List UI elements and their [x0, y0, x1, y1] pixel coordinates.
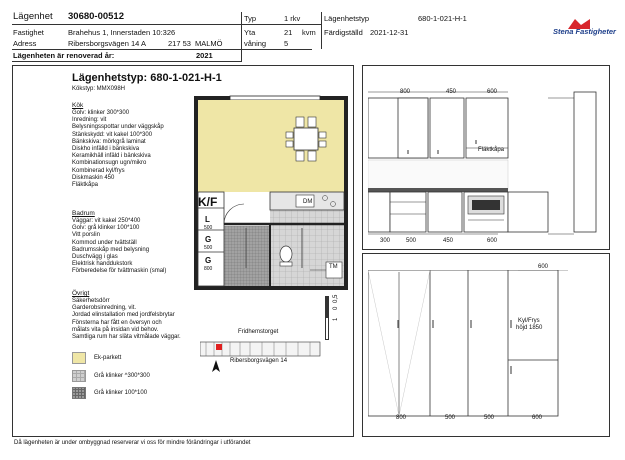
- elevation-bottom: [368, 270, 608, 425]
- elev2-width: 500: [445, 415, 456, 421]
- kok-heading: Kök: [72, 102, 84, 109]
- plan-title: Lägenhetstyp: 680-1-021-H-1: [72, 72, 222, 84]
- elev-bottom-width: 600: [487, 238, 498, 244]
- kok-line: Diskho infälld i bänkskiva: [72, 146, 140, 153]
- elev-bottom-width: 500: [406, 238, 417, 244]
- fardigstalld-label: Färdigställd: [324, 28, 363, 37]
- fridge-label: Kyl/Frys: [518, 318, 540, 324]
- yta-unit: kvm: [302, 28, 316, 37]
- kok-line: Inredning: vit: [72, 117, 107, 124]
- kok-line: Keramikhäll infäld i bänkskiva: [72, 153, 151, 160]
- cabinet-letter: L: [205, 215, 210, 224]
- adress-label: Adress: [13, 39, 37, 48]
- ort-value: MALMÖ: [195, 39, 223, 48]
- cabinet-letter: G: [205, 256, 212, 265]
- vaning-label: våning: [244, 39, 267, 48]
- lagenhet-label: Lägenhet: [13, 11, 53, 22]
- header-rule: [12, 24, 322, 25]
- elev-top-width: 450: [446, 89, 457, 95]
- kok-line: Golv: klinker 300*300: [72, 110, 130, 116]
- scale-label: 0,5: [333, 294, 339, 303]
- cabinet-size: 500: [204, 245, 213, 251]
- kok-line: Kombinationsugn ugn/mikro: [72, 160, 147, 167]
- kok-line: Fläktkåpa: [72, 182, 99, 189]
- kokstyp: Kökstyp: MMX098H: [72, 86, 126, 92]
- scale-bar: [325, 296, 329, 340]
- header-divider: [241, 12, 242, 61]
- scale-label: 1: [333, 317, 339, 321]
- ovrigt-line: Jordad elinstallation med jordfelsbrytar: [72, 312, 175, 319]
- legend-swatch-klinker-100: [72, 387, 86, 399]
- legend-label: Grå klinker 100*100: [94, 390, 148, 396]
- kok-line: Belysningsspottar under väggskåp: [72, 124, 164, 131]
- fardigstalld-value: 2021-12-31: [370, 28, 409, 37]
- adress-value: Ribersborgsvägen 14 A: [68, 39, 146, 48]
- site-label-ribersborgsvagen: Ribersborgsvägen 14: [230, 358, 288, 364]
- logo-text: Stena Fastigheter: [553, 27, 616, 36]
- cabinet-size: 800: [204, 266, 213, 272]
- elev2-width: 500: [484, 415, 495, 421]
- legend-label: Grå klinker ^300*300: [94, 373, 150, 379]
- badrum-line: Badrumsskåp med belysning: [72, 246, 150, 253]
- badrum-line: Golv: grå klinker 100*100: [72, 225, 140, 232]
- ovrigt-line: Fönsterna har fått en översyn och: [72, 319, 162, 326]
- badrum-line: Kommod under tvättställ: [72, 239, 137, 246]
- legend-swatch-klinker-300: [72, 370, 86, 382]
- elev2-width: 600: [532, 415, 543, 421]
- kok-line: Kombinerad kyl/frys: [72, 167, 125, 174]
- dm-label: DM: [303, 199, 313, 205]
- ovrigt-heading: Övrigt: [72, 290, 90, 297]
- elevation-top: [368, 88, 608, 253]
- legend-swatch-parkett: [72, 352, 86, 364]
- typ-label: Typ: [244, 14, 257, 23]
- badrum-line: Duschvägg i glas: [72, 254, 118, 261]
- vaning-value: 5: [284, 39, 289, 48]
- site-label-fridhemstorget: Fridhemstorget: [238, 329, 279, 335]
- yta-label: Yta: [244, 28, 256, 37]
- ovrigt-line: Garderobsinredning, vit.: [72, 305, 137, 312]
- cabinet-size: 500: [204, 225, 213, 231]
- hood-label: Fläktkåpa: [478, 147, 505, 153]
- cabinet-letter: G: [205, 235, 212, 244]
- ovrigt-line: Säkerhetsdörr: [72, 298, 110, 304]
- footer-note: Då lägenheten är under ombyggnad reserverar vi oss för mindre förändringar i utförandet: [14, 440, 251, 446]
- elev2-width: 800: [396, 415, 407, 421]
- postnr-value: 217 53: [168, 39, 191, 48]
- tm-label: TM: [329, 264, 338, 270]
- scale-label: 0: [333, 306, 339, 310]
- kf-label: K/F: [198, 195, 218, 209]
- renoverad-value: 2021: [196, 51, 213, 60]
- header-divider: [321, 12, 322, 49]
- badrum-line: Väggar: vit kakel 250*400: [72, 218, 141, 224]
- ovrigt-list: [72, 298, 181, 341]
- fridge-height: höjd 1850: [516, 325, 543, 331]
- badrum-line: Elektrisk handdukstork: [72, 261, 133, 268]
- kok-list: [72, 110, 164, 189]
- kok-line: Stänkskydd: vit kakel 100*300: [72, 131, 153, 138]
- renoverad-label: Lägenheten är renoverad år:: [13, 51, 115, 60]
- elev-bottom-width: 450: [443, 238, 454, 244]
- elev2-top-width: 600: [538, 264, 549, 270]
- badrum-line: Förberedelse för tvättmaskin (smal): [72, 268, 167, 275]
- badrum-list: [72, 218, 166, 276]
- elev-bottom-width: 300: [380, 238, 391, 244]
- elev-top-width: 800: [400, 89, 411, 95]
- typ-value: 1 rkv: [284, 14, 301, 23]
- legend-label: Ek-parkett: [94, 355, 122, 361]
- fastighet-value: Brahehus 1, Innerstaden 10:326: [68, 28, 176, 37]
- kok-line: Bänkskiva: mörkgrå laminat: [72, 138, 146, 145]
- north-arrow-icon: [210, 360, 222, 381]
- header-rule: [12, 49, 312, 50]
- fastighet-label: Fastighet: [13, 28, 44, 37]
- lagenhetstyp-value: 680-1-021-H-1: [418, 14, 467, 23]
- badrum-heading: Badrum: [72, 210, 95, 217]
- header-rule: [12, 61, 242, 62]
- yta-value: 21: [284, 28, 293, 37]
- badrum-line: Vitt porslin: [72, 232, 100, 239]
- ovrigt-line: Samtliga rum har släta vitmålade väggar.: [72, 334, 181, 341]
- elev-top-width: 600: [487, 89, 498, 95]
- ovrigt-line: målats vita på insidan vid behov.: [72, 326, 159, 333]
- kok-line: Diskmaskin 450: [72, 174, 115, 181]
- lagenhet-value: 30680-00512: [68, 11, 124, 22]
- lagenhetstyp-label: Lägenhetstyp: [324, 14, 370, 23]
